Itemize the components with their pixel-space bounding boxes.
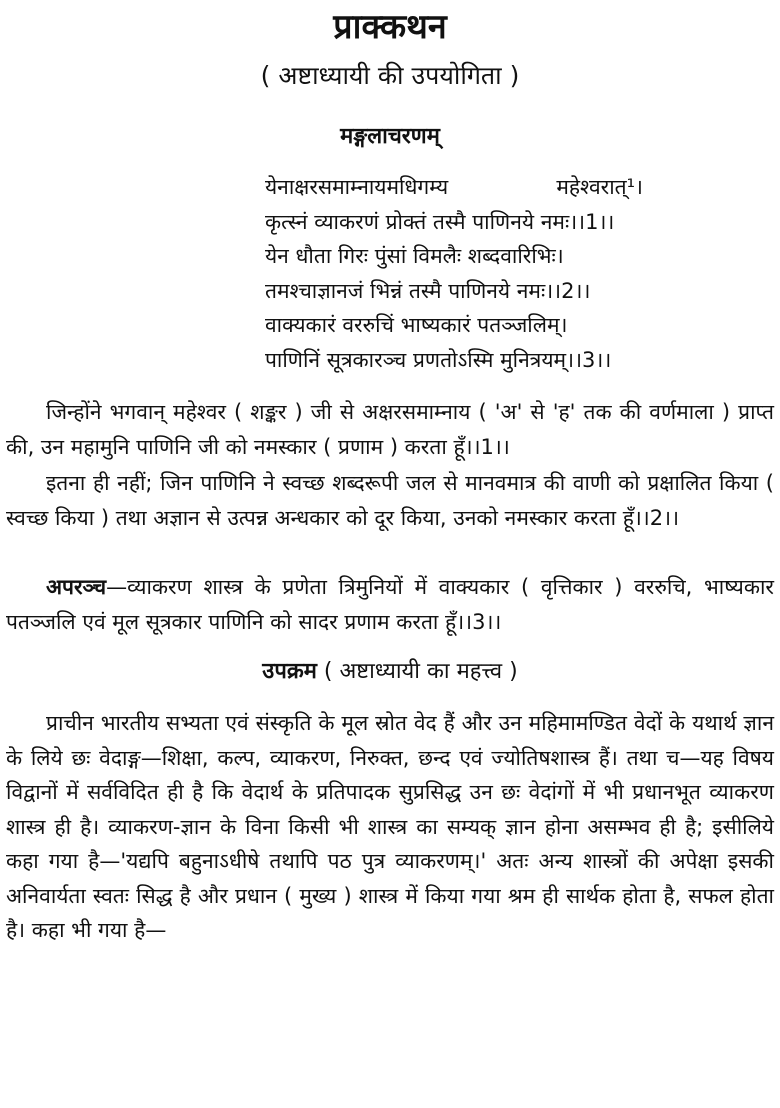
paragraph-1: जिन्होंने भगवान् महेश्वर ( शङ्कर ) जी से अक्षरसमाम्नाय ( 'अ' से 'ह' तक की वर्णमाला ) प्राप्त की, उन महामुनि पाणिनि जी को नमस्कार ( प्रणाम ) करता हूँ।।1।। (6, 400, 774, 459)
verse-text-end: महेश्वरात्¹। (556, 175, 643, 199)
section-heading (0, 655, 780, 685)
paragraph-3 (6, 570, 774, 639)
invocation-verses (265, 170, 643, 377)
page-title: प्राक्कथन (333, 7, 447, 47)
verse-line (265, 343, 643, 378)
verse-line (265, 239, 643, 274)
verse-text: तमश्चाज्ञानजं भिन्नं तस्मै पाणिनये नमः।।2।। (265, 278, 591, 303)
section-heading-rest: ( अष्टाध्यायी का महत्त्व ) (316, 659, 518, 684)
verse-line (265, 274, 643, 309)
paragraph-2: इतना ही नहीं; जिन पाणिनि ने स्वच्छ शब्दरूपी जल से मानवमात्र की वाणी को प्रक्षालित किया ( स्वच्छ किया ) तथा अज्ञान से उत्पन्न अन्धकार को दूर किया, उनको नमस्कार करता हूँ।।2।। (6, 471, 774, 530)
invocation-heading: मङ्गलाचरणम् (340, 124, 440, 149)
paragraph-4: प्राचीन भारतीय सभ्यता एवं संस्कृति के मूल स्रोत वेद हैं और उन महिमामण्डित वेदों के यथार्थ ज्ञान के लिये छः वेदाङ्ग—शिक्षा, कल्प, व्याकरण, निरुक्त, छन्द एवं ज्योतिषशास्त्र हैं। तथा च—यह विषय विद्वानों में सर्वविदित ही है कि वेदार्थ के प्रतिपादक सुप्रसिद्ध उन छः वेदांगों में भी प्रधानभूत व्याकरण शास्त्र ही है। व्याकरण-ज्ञान के विना किसी भी शास्त्र का सम्यक् ज्ञान होना असम्भव ही है; इसीलिये कहा गया है—'यद्यपि बहुनाऽधीषे तथापि पठ पुत्र व्याकरणम्।' अतः अन्य शास्त्रों की अपेक्षा इसकी अनिवार्यता स्वतः सिद्ध है और प्रधान ( मुख्य ) शास्त्र में किया गया श्रम ही सार्थक होता है, सफल होता है। कहा भी गया है— (6, 711, 774, 942)
paragraph-body: —व्याकरण शास्त्र के प्रणेता त्रिमुनियों में वाक्यकार ( वृत्तिकार ) वररुचि, भाष्यकार पतञ्जलि एवं मूल सूत्रकार पाणिनि को सादर प्रणाम करता हूँ।।3।। (6, 575, 774, 634)
verse-text: येनाक्षरसमाम्नायमधिगम्य (265, 175, 449, 199)
verse-text: कृत्स्नं व्याकरणं प्रोक्तं तस्मै पाणिनये नमः।।1।। (265, 209, 615, 234)
verse-text: पाणिनिं सूत्रकारञ्च प्रणतोऽस्मि मुनित्रयम्।।3।। (265, 347, 612, 372)
verse-line (265, 205, 643, 240)
paragraph-lead: अपरञ्च (46, 575, 107, 599)
verse-text: येन धौता गिरः पुंसां विमलैः शब्दवारिभिः। (265, 244, 564, 268)
verse-text: वाक्यकारं वररुचिं भाष्यकारं पतञ्जलिम्। (265, 313, 568, 337)
section-heading-bold: उपक्रम (262, 659, 317, 684)
page-subtitle: ( अष्टाध्यायी की उपयोगिता ) (260, 61, 520, 90)
verse-line (265, 170, 643, 205)
verse-line (265, 308, 643, 343)
